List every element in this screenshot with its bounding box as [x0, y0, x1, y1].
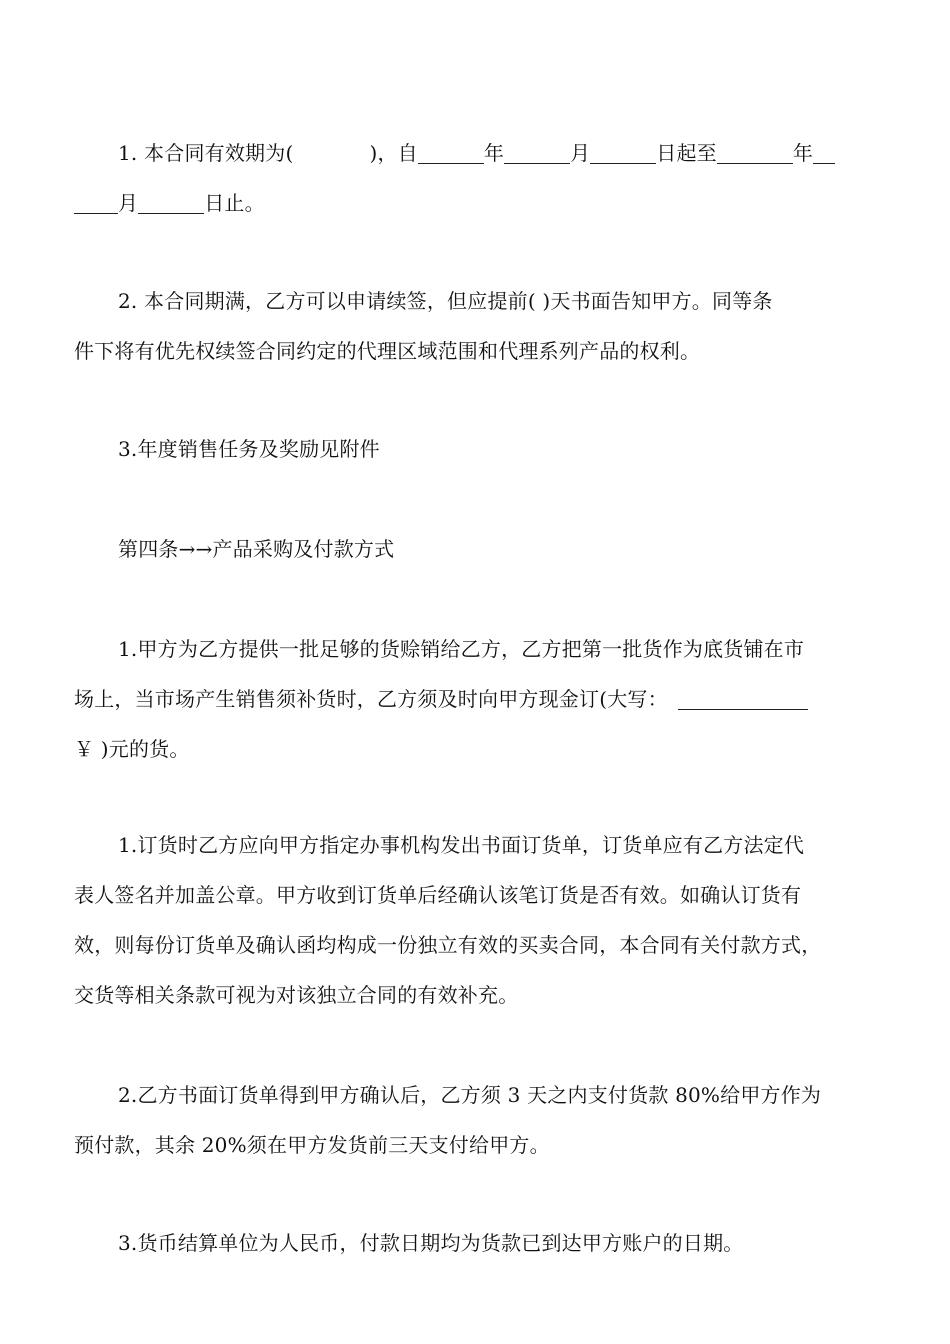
clause-order-procedure: [74, 820, 880, 1020]
blank-start-day: [590, 143, 656, 164]
clause-line: 3.年度销售任务及奖励见附件: [118, 437, 380, 461]
clause-line: 表人签名并加盖公章。甲方收到订货单后经确认该笔订货是否有效。如确认订货有: [74, 883, 802, 907]
clause-line: 2.乙方书面订货单得到甲方确认后，乙方须 3 天之内支付货款 80%给甲方作为: [118, 1083, 822, 1107]
clause-payment-terms: [74, 1070, 880, 1170]
blank-start-year: [418, 143, 484, 164]
clause-line: 3.货币结算单位为人民币，付款日期均为货款已到达甲方账户的日期。: [118, 1231, 744, 1255]
blank-end-day: [138, 193, 204, 214]
clause-renewal: [74, 276, 880, 376]
heading-text: 第四条→→产品采购及付款方式: [118, 537, 395, 561]
clause-sales-target: [74, 424, 880, 474]
clause-line: 交货等相关条款可视为对该独立合同的有效补充。: [74, 983, 519, 1007]
article-heading: [74, 524, 880, 574]
blank-end-month-part1: [813, 143, 835, 164]
clause-line: 1.订货时乙方应向甲方指定办事机构发出书面订货单，订货单应有乙方法定代: [118, 833, 805, 857]
clause-line: 2. 本合同期满，乙方可以申请续签，但应提前( )天书面告知甲方。同等条: [118, 289, 773, 313]
clause-line: ￥ )元的货。: [74, 737, 190, 761]
clause-line: 1. 本合同有效期为( )，自 年 月 日起至 年: [74, 128, 880, 178]
clause-line: 1.甲方为乙方提供一批足够的货赊销给乙方，乙方把第一批货作为底货铺在市: [118, 637, 805, 661]
blank-start-month: [504, 143, 570, 164]
blank-amount-uppercase: [678, 689, 808, 710]
clause-line: 场上，当市场产生销售须补货时，乙方须及时向甲方现金订(大写：: [74, 674, 880, 724]
clause-line: 效，则每份订货单及确认函均构成一份独立有效的买卖合同，本合同有关付款方式，: [74, 933, 822, 957]
clause-currency: [74, 1218, 880, 1268]
clause-line: 月 日止。: [74, 178, 880, 228]
clause-line: 预付款，其余 20%须在甲方发货前三天支付给甲方。: [74, 1133, 550, 1157]
clause-line: 件下将有优先权续签合同约定的代理区域范围和代理系列产品的权利。: [74, 339, 701, 363]
blank-end-year: [717, 143, 793, 164]
blank-end-month-part2: [74, 193, 118, 214]
clause-goods-supply: [74, 624, 880, 774]
clause-validity-period: [74, 128, 880, 228]
